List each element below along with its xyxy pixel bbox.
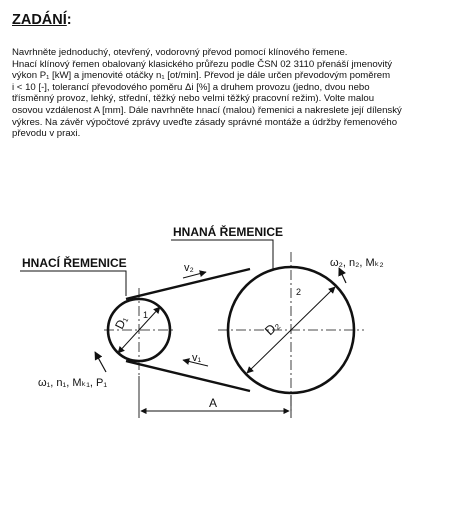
driven-rotation-arrow bbox=[339, 268, 346, 283]
driving-pulley-label: HNACÍ ŘEMENICE bbox=[22, 256, 127, 270]
driving-pulley-leader bbox=[20, 271, 126, 296]
assignment-line: výkon P₁ [kW] a jmenovité otáčky n₁ [ot/min]. Převod je dále určen převodovým poměrem bbox=[12, 70, 391, 82]
large-diameter-label: D₂ bbox=[261, 317, 283, 339]
assignment-line: převodu v praxi. bbox=[12, 128, 81, 140]
assignment-line: výkres. Na závěr výpočtové zprávy uveďte zásady správné montáže a údržby řemenového bbox=[12, 116, 398, 128]
lower-belt-speed-label: v₁ bbox=[192, 352, 202, 364]
small-pulley-mark: 1 bbox=[143, 310, 149, 320]
assignment-title: ZADÁNÍ bbox=[12, 12, 67, 28]
assignment-title-colon: : bbox=[66, 12, 72, 28]
driven-quantities-label: ω₂, n₂, Mₖ₂ bbox=[330, 257, 384, 269]
large-pulley-mark: 2 bbox=[296, 287, 302, 297]
small-diameter-label: D₁ bbox=[112, 313, 131, 332]
center-distance-label: A bbox=[209, 396, 218, 410]
assignment-line: osovou vzdálenost A [mm]. Dále navrhněte hnací (malou) řemenici a nakreslete její dílenský bbox=[12, 104, 402, 116]
driven-pulley-label: HNANÁ ŘEMENICE bbox=[173, 225, 284, 239]
assignment-line: třísměnný provoz, lehký, střední, těžký nebo velmi těžký pracovní režim). Volte malou bbox=[12, 93, 375, 105]
driving-quantities-label: ω₁, n₁, Mₖ₁, P₁ bbox=[38, 377, 108, 389]
upper-belt-speed-label: v₂ bbox=[184, 262, 194, 274]
belt-lower-strand bbox=[126, 361, 250, 391]
assignment-line: Hnací klínový řemen obalovaný klasického průřezu podle ČSN 02 3110 přenáší jmenovitý bbox=[12, 58, 393, 70]
driving-rotation-arrow bbox=[95, 352, 106, 372]
assignment-line: i < 10 [-], tolerancí převodového poměru Δi [%] a druhem provozu (jedno, dvou nebo bbox=[12, 81, 370, 93]
assignment-line: Navrhněte jednoduchý, otevřený, vodorovný převod pomocí klínového řemene. bbox=[12, 47, 348, 58]
